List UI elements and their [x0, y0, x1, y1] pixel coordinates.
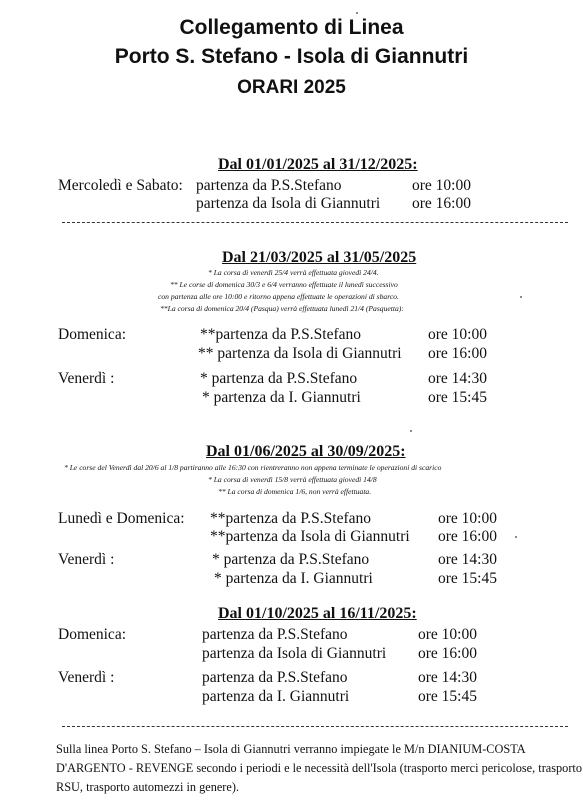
day-label: Mercoledì e Sabato:	[58, 177, 183, 194]
day-label: Domenica:	[58, 626, 127, 643]
route-text: partenza da I. Giannutri	[202, 688, 350, 705]
divider	[62, 222, 568, 223]
time-text: ore 15:45	[438, 570, 497, 587]
time-text: ore 16:00	[428, 345, 487, 362]
time-text: ore 16:00	[438, 528, 497, 545]
title-line-2: Porto S. Stefano - Isola di Giannutri	[114, 45, 469, 68]
title-line-3: ORARI 2025	[237, 77, 346, 98]
route-text: partenza da P.S.Stefano	[196, 177, 342, 194]
time-text: ore 14:30	[428, 370, 487, 387]
section-heading: Dal 01/01/2025 al 31/12/2025:	[218, 156, 418, 173]
section-heading: Dal 01/06/2025 al 30/09/2025:	[206, 443, 406, 460]
route-text: **partenza da P.S.Stefano	[200, 326, 361, 343]
route-text: ** partenza da Isola di Giannutri	[198, 345, 402, 362]
note-text: con partenza alle ore 10:00 e ritorno appena effettuate le operazioni di sbarco.	[158, 292, 399, 301]
note-text: * Le corse del Venerdì dal 20/6 al 1/8 partiranno alle 16:30 con rientreranno non appena terminate le operazioni di scarico	[64, 463, 442, 472]
route-text: **partenza da P.S.Stefano	[210, 510, 371, 527]
note-text: ** La corsa di domenica 1/6, non verrà effettuata.	[218, 487, 372, 496]
time-text: ore 16:00	[418, 645, 477, 662]
route-text: partenza da P.S.Stefano	[202, 626, 348, 643]
time-text: ore 10:00	[428, 326, 487, 343]
scan-speck	[515, 536, 517, 538]
time-text: ore 10:00	[412, 177, 471, 194]
scan-speck	[356, 12, 358, 14]
scan-speck	[410, 430, 412, 432]
day-label: Lunedì e Domenica:	[58, 510, 185, 527]
note-text: **La corsa di domenica 20/4 (Pasqua) verrà effettuata lunedì 21/4 (Pasquetta):	[160, 304, 404, 313]
note-text: * La corsa di venerdì 15/8 verrà effettuata giovedì 14/8	[208, 475, 377, 484]
divider	[62, 726, 568, 727]
time-text: ore 14:30	[418, 669, 477, 686]
route-text: * partenza da I. Giannutri	[202, 389, 361, 406]
route-text: **partenza da Isola di Giannutri	[210, 528, 410, 545]
scan-speck	[520, 296, 522, 298]
route-text: partenza da Isola di Giannutri	[202, 645, 387, 662]
route-text: * partenza da I. Giannutri	[214, 570, 373, 587]
note-text: ** Le corse di domenica 30/3 e 6/4 verranno effettuate il lunedì successivo	[170, 280, 398, 289]
route-text: * partenza da P.S.Stefano	[212, 551, 370, 568]
time-text: ore 15:45	[418, 688, 477, 705]
title-line-1: Collegamento di Linea	[179, 16, 404, 39]
route-text: * partenza da P.S.Stefano	[200, 370, 358, 387]
day-label: Venerdì :	[58, 370, 115, 387]
section-heading: Dal 21/03/2025 al 31/05/2025	[222, 249, 417, 266]
route-text: partenza da P.S.Stefano	[202, 669, 348, 686]
time-text: ore 16:00	[412, 195, 471, 212]
day-label: Venerdì :	[58, 551, 115, 568]
note-text: * La corsa di venerdì 25/4 verrà effettuata giovedì 24/4.	[208, 268, 379, 277]
day-label: Domenica:	[58, 326, 127, 343]
section-heading: Dal 01/10/2025 al 16/11/2025:	[218, 605, 417, 622]
time-text: ore 14:30	[438, 551, 497, 568]
day-label: Venerdì :	[58, 669, 115, 686]
route-text: partenza da Isola di Giannutri	[196, 195, 381, 212]
footer-note: Sulla linea Porto S. Stefano – Isola di Giannutri verranno impiegate le M/n DIANIUM-COSTA D'ARGENTO - REVENGE secondo i periodi e le necessità dell'Isola (trasporto merci pericolose, trasporto RSU, trasporto automezzi in genere).	[56, 742, 582, 794]
time-text: ore 10:00	[418, 626, 477, 643]
time-text: ore 15:45	[428, 389, 487, 406]
time-text: ore 10:00	[438, 510, 497, 527]
